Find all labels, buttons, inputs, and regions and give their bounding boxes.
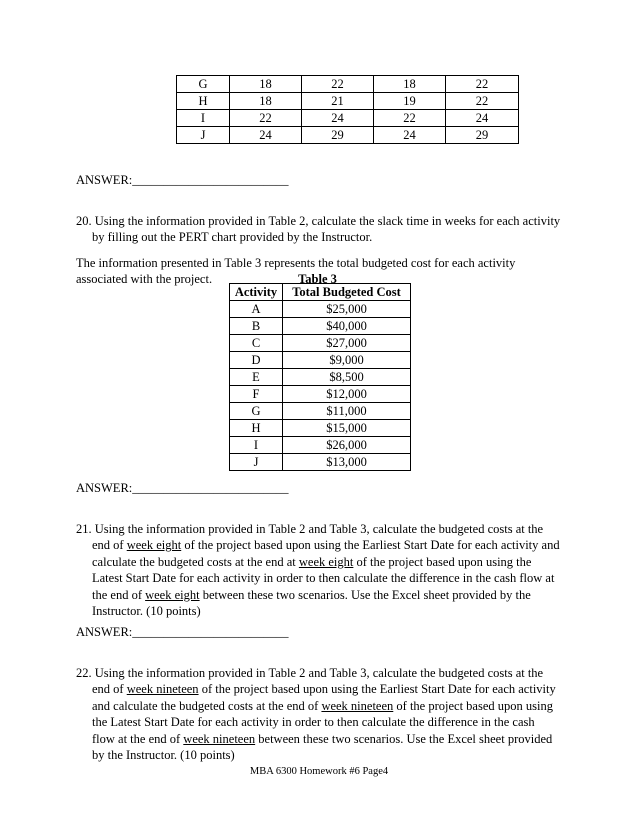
table2-cell: 22 (302, 76, 374, 93)
table3-cell: F (230, 386, 283, 403)
table2-cell: 24 (230, 127, 302, 144)
table3-cell: C (230, 335, 283, 352)
table3-row (230, 437, 411, 454)
table3-cell: $15,000 (283, 420, 411, 437)
table3-cell: $26,000 (283, 437, 411, 454)
table3-row (230, 352, 411, 369)
table2-cell: 22 (230, 110, 302, 127)
q21-line2: end of week eight of the project based upon using the Earliest Start Date for each activity and (92, 538, 560, 553)
table3-cell: $25,000 (283, 301, 411, 318)
table3-header-cost: Total Budgeted Cost (283, 284, 411, 301)
table2-row (177, 76, 519, 93)
table3-header-activity: Activity (230, 284, 283, 301)
table3-row (230, 420, 411, 437)
table3-cell: $40,000 (283, 318, 411, 335)
q21-line3: calculate the budgeted costs at the end at week eight of the project based upon using the (92, 554, 532, 569)
table3 (229, 283, 411, 471)
table2-cell: 21 (302, 93, 374, 110)
table3-cell: E (230, 369, 283, 386)
table2 (176, 75, 519, 144)
table2-cell: 24 (374, 127, 446, 144)
table3-row (230, 335, 411, 352)
table3-row (230, 369, 411, 386)
q22-line4: the Latest Start Date for each activity in order to then calculate the difference in the cash (92, 715, 535, 730)
q22-line5: flow at the end of week nineteen between these two scenarios. Use the Excel sheet provided (92, 731, 553, 746)
table3-row (230, 454, 411, 471)
table2-cell: 18 (230, 93, 302, 110)
q22-line1: 22. Using the information provided in Table 2 and Table 3, calculate the budgeted costs at the (76, 666, 544, 680)
table2-cell: J (177, 127, 230, 144)
table2-row (177, 93, 519, 110)
table3-row (230, 301, 411, 318)
table3-cell: I (230, 437, 283, 454)
answer-line-3: ANSWER:_________________________ (76, 625, 289, 639)
q21-line1: 21. Using the information provided in Table 2 and Table 3, calculate the budgeted costs at the (76, 522, 544, 536)
answer-line-1: ANSWER:_________________________ (76, 173, 289, 187)
table2-cell: 18 (230, 76, 302, 93)
table3-header-row (230, 284, 411, 301)
q22-line3: and calculate the budgeted costs at the end of week nineteen of the project based upon using (92, 698, 553, 713)
table3-row (230, 403, 411, 420)
table2-cell: 22 (446, 76, 519, 93)
q20-line1: 20. Using the information provided in Table 2, calculate the slack time in weeks for each activity (76, 214, 561, 228)
table3-cell: $8,500 (283, 369, 411, 386)
table2-cell: 29 (446, 127, 519, 144)
question-20 (76, 213, 560, 246)
table2-cell: 29 (302, 127, 374, 144)
q20-line2: by filling out the PERT chart provided by the Instructor. (92, 230, 373, 245)
answer-line-2: ANSWER:_________________________ (76, 481, 289, 495)
page-footer: MBA 6300 Homework #6 Page4 (249, 766, 389, 777)
table3-cell: $27,000 (283, 335, 411, 352)
table3-cell: D (230, 352, 283, 369)
table3-cell: H (230, 420, 283, 437)
table3-cell: $9,000 (283, 352, 411, 369)
table2-cell: 22 (374, 110, 446, 127)
table3-cell: $11,000 (283, 403, 411, 420)
table2-row (177, 110, 519, 127)
table3-row (230, 386, 411, 403)
table2-cell: 24 (302, 110, 374, 127)
table3-cell: $12,000 (283, 386, 411, 403)
q22-line2: end of week nineteen of the project based upon using the Earliest Start Date for each activity (92, 682, 556, 697)
q21-line4: Latest Start Date for each activity in order to then calculate the difference in the cash flow at (92, 571, 555, 586)
q22-line6: by the Instructor. (10 points) (92, 748, 235, 763)
intro3-line2: associated with the project. Table 3 (76, 272, 337, 287)
intro3-line1: The information presented in Table 3 represents the total budgeted cost for each activity (76, 256, 516, 270)
question-21 (76, 521, 560, 619)
table2-cell: G (177, 76, 230, 93)
table2-row (177, 127, 519, 144)
q21-line5: the end of week eight between these two scenarios. Use the Excel sheet provided by the (92, 587, 531, 602)
table3-cell: G (230, 403, 283, 420)
q21-line6: Instructor. (10 points) (92, 604, 201, 619)
question-22 (76, 665, 556, 763)
table2-cell: 24 (446, 110, 519, 127)
table2-cell: 18 (374, 76, 446, 93)
table3-cell: $13,000 (283, 454, 411, 471)
table2-cell: 22 (446, 93, 519, 110)
table3-title: Table 3 (298, 272, 337, 287)
table3-cell: B (230, 318, 283, 335)
table2-cell: I (177, 110, 230, 127)
table3-cell: A (230, 301, 283, 318)
table2-cell: H (177, 93, 230, 110)
table3-row (230, 318, 411, 335)
table3-cell: J (230, 454, 283, 471)
table2-cell: 19 (374, 93, 446, 110)
